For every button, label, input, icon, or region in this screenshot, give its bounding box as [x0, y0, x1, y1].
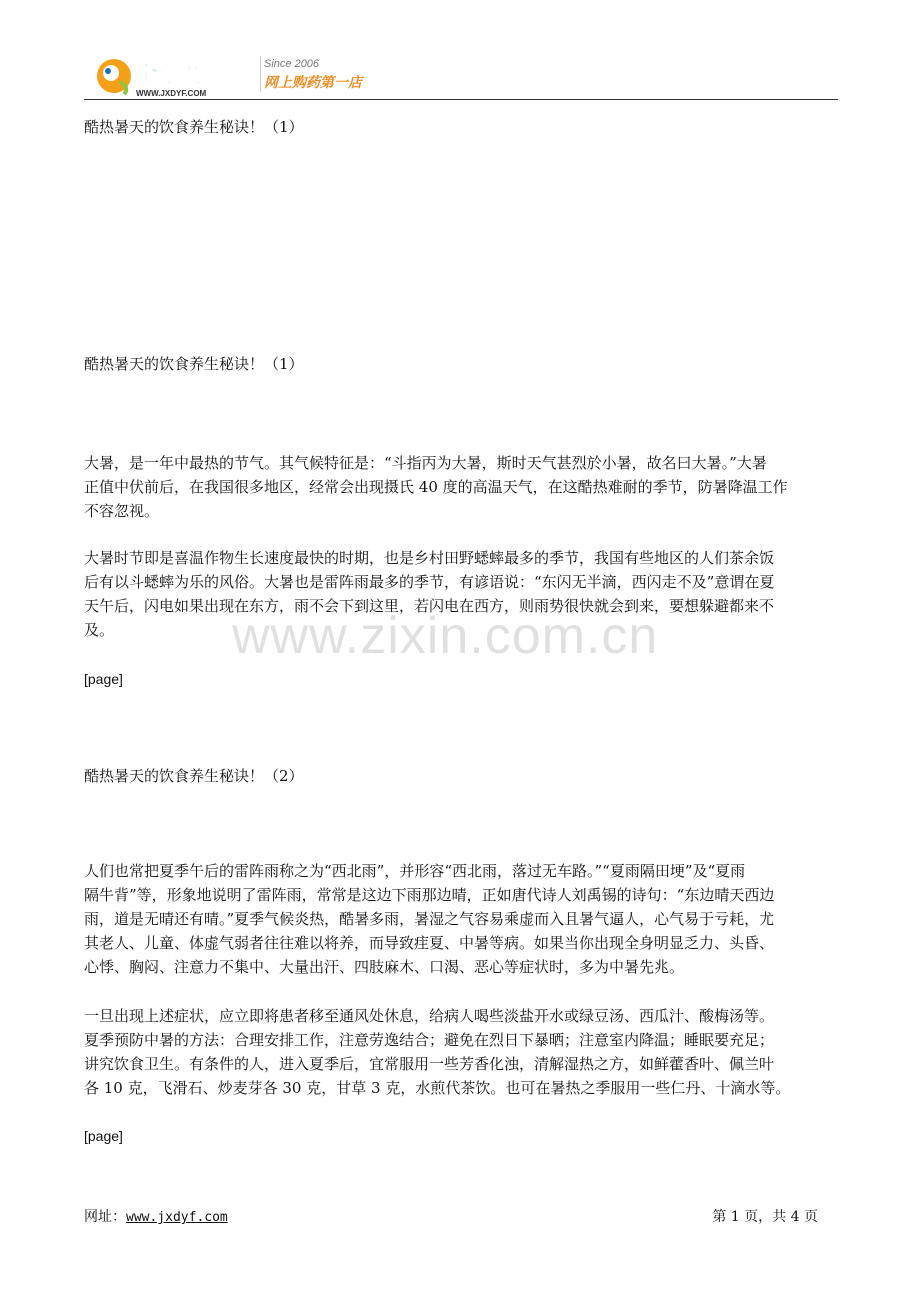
- paragraph-2-line: 天午后，闪电如果出现在东方，雨不会下到这里，若闪电在西方，则雨势很快就会到来，要想躲避都来不: [84, 597, 775, 615]
- section-title-1: 酷热暑天的饮食养生秘诀！（1）: [84, 355, 304, 373]
- paragraph-4-line: 一旦出现上述症状，应立即将患者移至通风处休息，给病人喝些淡盐开水或绿豆汤、西瓜汁、酸梅汤等。: [84, 1007, 775, 1025]
- paragraph-4-line: 夏季预防中暑的方法：合理安排工作，注意劳逸结合；避免在烈日下暴晒；注意室内降温；睡眠要充足；: [84, 1031, 775, 1049]
- paragraph-3-line: 雨，道是无晴还有晴。”夏季气候炎热，酷暑多雨，暑湿之气容易乘虚而入且暑气逼人，心气易于亏耗，尤: [84, 910, 775, 928]
- logo-divider: [260, 56, 261, 92]
- paragraph-1-line: 大暑，是一年中最热的节气。其气候特征是：“斗指丙为大暑，斯时天气甚烈於小暑，故名曰大暑。”大暑: [84, 454, 767, 472]
- footer-url-label: 网址：: [84, 1209, 126, 1225]
- header-rule: [84, 99, 838, 100]
- paragraph-2-line: 后有以斗蟋蟀为乐的风俗。大暑也是雷阵雨最多的季节，有谚语说：“东闪无半滴，西闪走不及”意谓在夏: [84, 573, 775, 591]
- footer-url-block: [84, 1206, 228, 1226]
- page-header: [84, 46, 838, 100]
- paragraph-2-line: 大暑时节即是喜温作物生长速度最快的时期，也是乡村田野蟋蟀最多的季节，我国有些地区的人们茶余饭: [84, 549, 775, 567]
- paragraph-3-line: 其老人、儿童、体虚气弱者往往难以将养，而导致疰夏、中暑等病。如果当你出现全身明显乏力、头昏、: [84, 934, 775, 952]
- paragraph-3-line: 心悸、胸闷、注意力不集中、大量出汗、四肢麻木、口渴、恶心等症状时，多为中暑先兆。: [84, 958, 685, 976]
- footer-url-link[interactable]: www.jxdyf.com: [126, 1210, 228, 1225]
- svg-text:金象网: 金象网: [136, 63, 203, 88]
- paragraph-1-line: 正值中伏前后，在我国很多地区，经常会出现摄氏 40 度的高温天气，在这酷热难耐的季节，防暑降温工作: [84, 478, 788, 496]
- page-footer: [84, 1206, 818, 1226]
- paragraph-4-line: 各 10 克，飞滑石、炒麦芽各 30 克，甘草 3 克，水煎代茶饮。也可在暑热之季服用一些仁丹、十滴水等。: [84, 1079, 791, 1097]
- svg-text:WWW.JXDYF.COM: WWW.JXDYF.COM: [136, 89, 207, 98]
- paragraph-1-line: 不容忽视。: [84, 502, 160, 520]
- slogan: 网上购药第一店: [264, 74, 362, 90]
- paragraph-3-line: 隔牛背”等，形象地说明了雷阵雨，常常是这边下雨那边晴，正如唐代诗人刘禹锡的诗句：“东边晴天西边: [84, 886, 775, 904]
- jxdyf-logo[interactable]: [90, 52, 250, 100]
- section-title-2: 酷热暑天的饮食养生秘诀！（2）: [84, 767, 304, 785]
- paragraph-2-line: 及。: [84, 621, 115, 639]
- watermark: www.zixin.com.cn: [232, 607, 659, 665]
- paragraph-3-line: 人们也常把夏季午后的雷阵雨称之为“西北雨”，并形容“西北雨，落过无车路。”“夏雨隔田埂”及“夏雨: [84, 862, 746, 880]
- since-label: Since 2006: [264, 58, 320, 70]
- page-break-tag: [page]: [84, 1128, 123, 1144]
- paragraph-4-line: 讲究饮食卫生。有条件的人，进入夏季后，宜常服用一些芳香化浊，清解湿热之方，如鲜藿香叶、佩兰叶: [84, 1055, 775, 1073]
- page-indicator: 第 1 页，共 4 页: [712, 1209, 818, 1225]
- page-break-tag: [page]: [84, 671, 123, 687]
- doc-title-top: 酷热暑天的饮食养生秘诀！（1）: [84, 118, 304, 136]
